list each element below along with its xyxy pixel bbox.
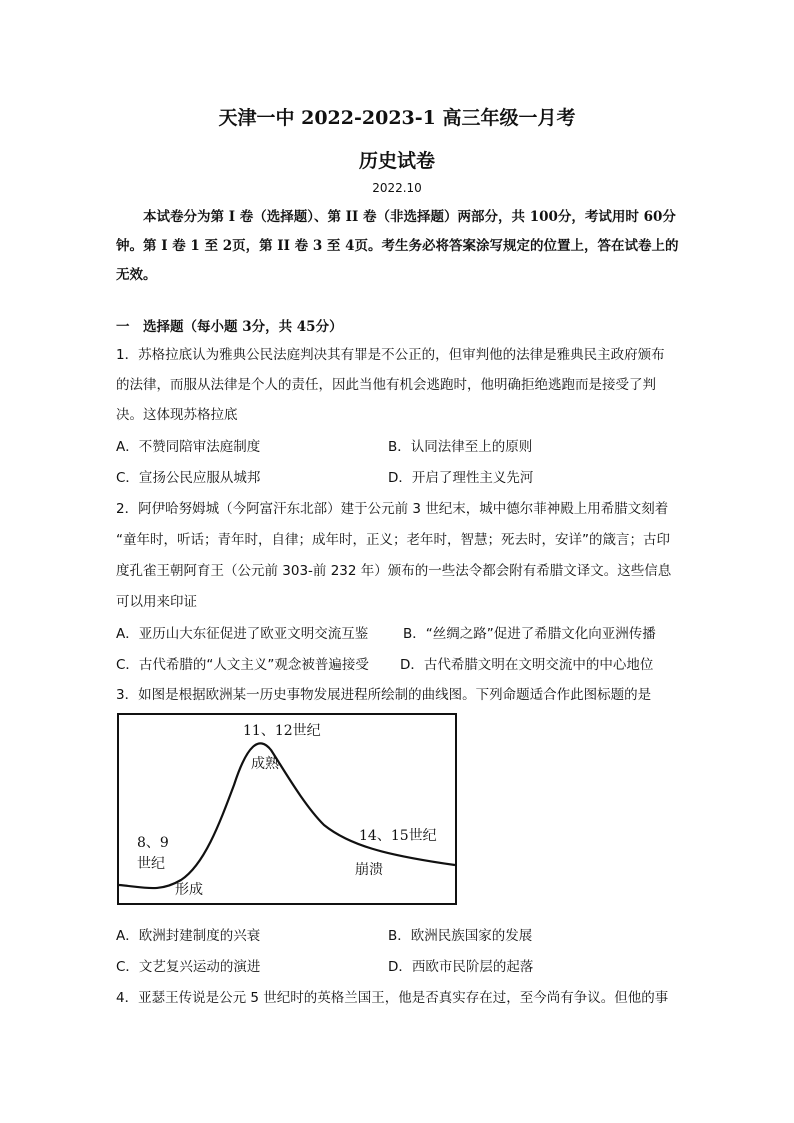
q3-option-c: C．文艺复兴运动的演进: [116, 959, 261, 975]
q2-option-c: C．古代希腊的“人文主义”观念被普遍接受: [116, 657, 369, 673]
q2-option-a: A．亚历山大东征促进了欧亚文明交流互鉴: [116, 626, 369, 642]
q3-text-1: 3．如图是根据欧洲某一历史事物发展进程所绘制的曲线图。下列命题适合作此图标题的是: [116, 687, 652, 703]
intro-line-1: 本试卷分为第 I 卷（选择题）、第 II 卷（非选择题）两部分，共 100分，考试用时 60分: [143, 209, 676, 225]
q1-option-b: B．认同法律至上的原则: [388, 439, 533, 455]
q3-option-a: A．欧洲封建制度的兴衰: [116, 928, 261, 944]
q1-text-3: 决。这体现苏格拉底: [116, 407, 238, 423]
start-stage-label: 形成: [175, 882, 203, 898]
q1-text-1: 1．苏格拉底认为雅典公民法庭判决其有罪是不公正的，但审判他的法律是雅典民主政府颁布: [116, 347, 665, 363]
q2-text-4: 可以用来印证: [116, 594, 197, 610]
exam-title: 天津一中 2022-2023-1 高三年级一月考: [218, 107, 576, 129]
q1-option-d: D．开启了理性主义先河: [388, 470, 534, 486]
q2-text-1: 2．阿伊哈努姆城（今阿富汗东北部）建于公元前 3 世纪末，城中德尔菲神殿上用希腊文刻着: [116, 501, 669, 517]
peak-stage-label: 成熟: [251, 756, 279, 772]
intro-line-2: 钟。第 I 卷 1 至 2页，第 II 卷 3 至 4页。考生务必将答案涂写规定的位置上，答在试卷上的: [116, 238, 679, 254]
start-time-label-1: 8、9: [137, 835, 169, 851]
q2-option-b: B．“丝绸之路”促进了希腊文化向亚洲传播: [403, 626, 656, 642]
q2-option-d: D．古代希腊文明在文明交流中的中心地位: [400, 657, 654, 673]
exam-date: 2022.10: [372, 181, 422, 195]
q4-text-1: 4．亚瑟王传说是公元 5 世纪时的英格兰国王，他是否真实存在过，至今尚有争议。但他的事: [116, 990, 669, 1006]
q2-text-3: 度孔雀王朝阿育王（公元前 303-前 232 年）颁布的一些法令都会附有希腊文译文。这些信息: [116, 563, 672, 579]
q3-option-b: B．欧洲民族国家的发展: [388, 928, 533, 944]
end-time-label: 14、15世纪: [359, 828, 437, 844]
q3-curve-chart: [117, 713, 457, 905]
peak-time-label: 11、12世纪: [243, 723, 321, 739]
q1-option-a: A．不赞同陪审法庭制度: [116, 439, 261, 455]
intro-line-3: 无效。: [116, 267, 157, 283]
development-curve: [119, 743, 455, 888]
end-stage-label: 崩溃: [355, 862, 383, 878]
q3-option-d: D．西欧市民阶层的起落: [388, 959, 534, 975]
section-heading: 一 选择题（每小题 3分，共 45分）: [116, 319, 343, 335]
exam-subtitle: 历史试卷: [358, 150, 435, 172]
q3-curve-svg: [119, 715, 455, 903]
start-time-label-2: 世纪: [137, 856, 165, 872]
q1-option-c: C．宣扬公民应服从城邦: [116, 470, 261, 486]
q2-text-2: “童年时，听话；青年时，自律；成年时，正义；老年时，智慧；死去时，安详”的箴言；古印: [116, 532, 670, 548]
q1-text-2: 的法律，而服从法律是个人的责任，因此当他有机会逃跑时，他明确拒绝逃跑而是接受了判: [116, 377, 656, 393]
